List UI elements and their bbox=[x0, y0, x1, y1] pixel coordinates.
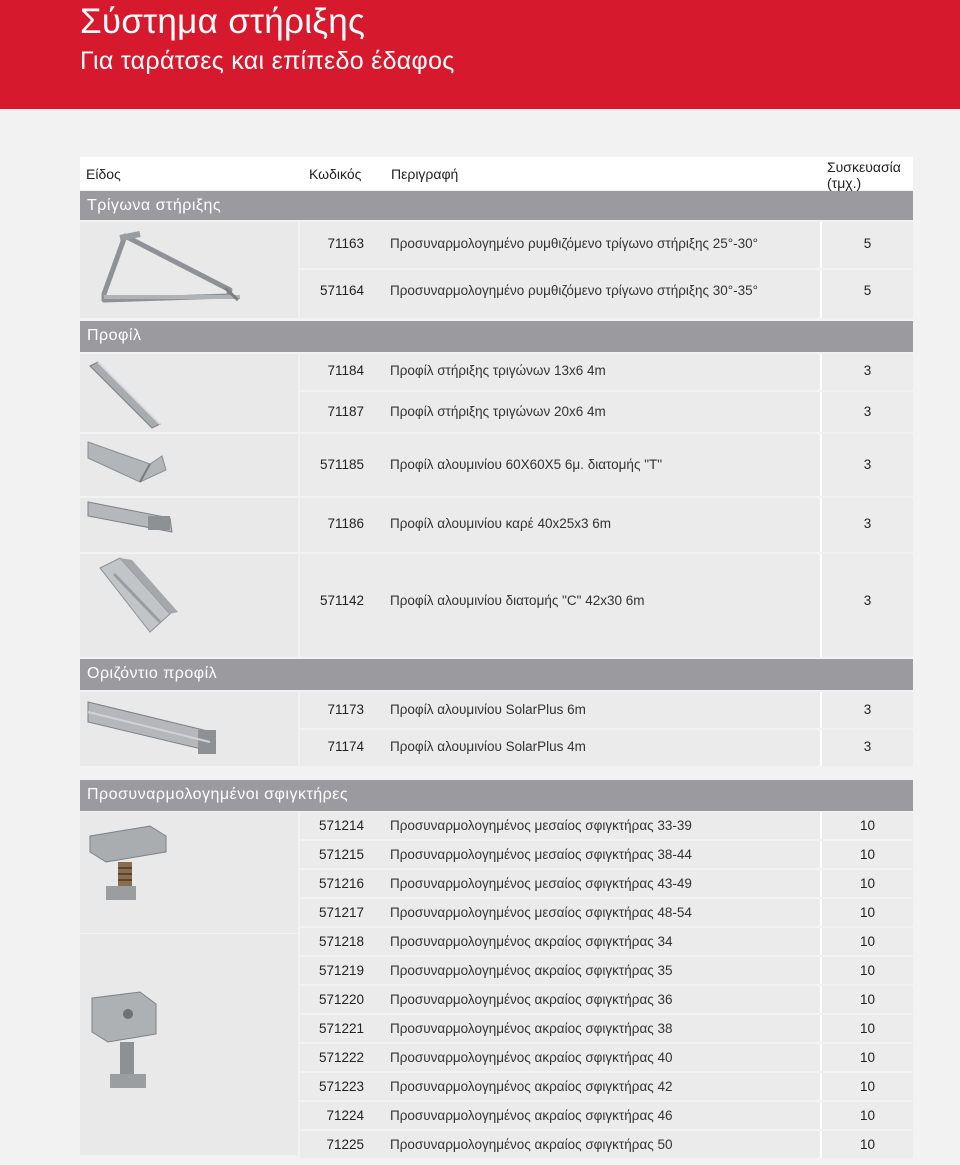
table-header bbox=[80, 157, 913, 190]
section-triangles bbox=[80, 191, 913, 220]
product-description: Προσυναρμολογημένος μεσαίος σφιγκτήρας 33-39 bbox=[390, 818, 692, 833]
page-title: Σύστημα στήριξης bbox=[80, 2, 366, 41]
product-image-solarplus-profile bbox=[80, 692, 298, 766]
product-image-c-profile bbox=[80, 554, 298, 657]
product-description: Προφίλ αλουμινίου SolarPlus 4m bbox=[390, 739, 586, 754]
package-quantity: 10 bbox=[859, 1079, 876, 1094]
product-description: Προφίλ στήριξης τριγώνων 13x6 4m bbox=[390, 363, 606, 378]
table-row bbox=[300, 392, 913, 432]
package-quantity: 10 bbox=[859, 992, 876, 1007]
header-package: Συσκευασία bbox=[827, 159, 901, 175]
page-subtitle: Για ταράτσες και επίπεδο έδαφος bbox=[80, 47, 455, 75]
product-code: 71187 bbox=[327, 404, 364, 419]
product-description: Προσυναρμολογημένος μεσαίος σφιγκτήρας 48-54 bbox=[390, 905, 692, 920]
product-code: 571185 bbox=[319, 457, 364, 472]
section-profiles bbox=[80, 321, 913, 352]
product-code: 571218 bbox=[318, 934, 364, 949]
table-row bbox=[300, 434, 913, 496]
table-row bbox=[300, 730, 913, 766]
product-description: Προσυναρμολογημένος μεσαίος σφιγκτήρας 43-49 bbox=[390, 876, 692, 891]
product-description: Προσυναρμολογημένος ακραίος σφιγκτήρας 50 bbox=[390, 1137, 673, 1152]
product-description: Προσυναρμολογημένος ακραίος σφιγκτήρας 38 bbox=[390, 1021, 673, 1036]
product-code: 571220 bbox=[318, 992, 364, 1007]
section-title: Προσυναρμολογημένοι σφιγκτήρες bbox=[87, 786, 349, 803]
table-row bbox=[300, 498, 913, 552]
table-row bbox=[300, 899, 913, 926]
package-quantity: 10 bbox=[859, 876, 876, 891]
package-quantity: 3 bbox=[863, 457, 872, 472]
table-row bbox=[300, 354, 913, 390]
product-description: Προφίλ αλουμινίου SolarPlus 6m bbox=[390, 702, 586, 717]
product-code: 571214 bbox=[318, 818, 364, 833]
package-quantity: 3 bbox=[863, 593, 872, 608]
table-row bbox=[300, 1015, 913, 1042]
header-banner bbox=[0, 0, 960, 109]
product-code: 571142 bbox=[319, 593, 364, 608]
package-quantity: 10 bbox=[859, 934, 876, 949]
product-code: 71174 bbox=[327, 739, 364, 754]
header-type: Είδος bbox=[86, 166, 121, 182]
table-row bbox=[300, 841, 913, 868]
product-description: Προσυναρμολογημένο ρυμθιζόμενο τρίγωνο στήριξης 30°-35° bbox=[390, 283, 759, 298]
package-quantity: 3 bbox=[863, 739, 872, 754]
product-image-t-profile bbox=[80, 434, 298, 496]
product-description: Προσυναρμολογημένος ακραίος σφιγκτήρας 35 bbox=[390, 963, 673, 978]
product-code: 71224 bbox=[326, 1108, 364, 1123]
product-description: Προσυναρμολογημένος ακραίος σφιγκτήρας 46 bbox=[390, 1108, 673, 1123]
table-row bbox=[300, 986, 913, 1013]
product-code: 71186 bbox=[327, 516, 364, 531]
table-row bbox=[300, 692, 913, 728]
section-clamps bbox=[80, 780, 913, 811]
table-row bbox=[300, 1102, 913, 1129]
product-image-end-clamp bbox=[80, 934, 298, 1155]
section-title: Τρίγωνα στήριξης bbox=[87, 197, 222, 214]
package-quantity: 5 bbox=[863, 283, 872, 298]
section-title: Οριζόντιο προφίλ bbox=[87, 665, 218, 682]
product-code: 571217 bbox=[318, 905, 364, 920]
table-row bbox=[300, 554, 913, 657]
package-quantity: 10 bbox=[859, 1137, 876, 1152]
package-quantity: 3 bbox=[863, 702, 872, 717]
product-description: Προσυναρμολογημένος ακραίος σφιγκτήρας 40 bbox=[390, 1050, 673, 1065]
package-quantity: 3 bbox=[863, 404, 872, 419]
table-row bbox=[300, 957, 913, 984]
table-row bbox=[300, 1073, 913, 1100]
product-code: 571221 bbox=[318, 1021, 364, 1036]
package-quantity: 10 bbox=[859, 1108, 876, 1123]
product-image-rect-profile bbox=[80, 498, 298, 552]
table-row bbox=[300, 270, 913, 318]
package-quantity: 3 bbox=[863, 516, 872, 531]
package-quantity: 10 bbox=[859, 1050, 876, 1065]
header-package-unit: (τμχ.) bbox=[827, 175, 862, 191]
product-description: Προσυναρμολογημένο ρυμθιζόμενο τρίγωνο στήριξης 25°-30° bbox=[390, 236, 759, 251]
package-quantity: 10 bbox=[859, 963, 876, 978]
package-quantity: 5 bbox=[863, 236, 872, 251]
product-code: 71163 bbox=[327, 236, 364, 251]
header-description: Περιγραφή bbox=[391, 166, 459, 182]
product-description: Προσυναρμολογημένος ακραίος σφιγκτήρας 36 bbox=[390, 992, 673, 1007]
product-description: Προφίλ αλουμινίου διατομής "C" 42x30 6m bbox=[390, 593, 645, 608]
product-code: 571223 bbox=[318, 1079, 364, 1094]
section-title: Προφίλ bbox=[87, 327, 142, 344]
product-description: Προφίλ στήριξης τριγώνων 20x6 4m bbox=[390, 404, 606, 419]
table-row bbox=[300, 812, 913, 839]
product-code: 71173 bbox=[327, 702, 364, 717]
product-code: 71184 bbox=[327, 363, 364, 378]
product-image-middle-clamp bbox=[80, 812, 298, 933]
package-quantity: 10 bbox=[859, 905, 876, 920]
product-code: 571215 bbox=[318, 847, 364, 862]
package-quantity: 3 bbox=[863, 363, 872, 378]
table-row bbox=[300, 870, 913, 897]
section-horizontal-profiles bbox=[80, 659, 913, 690]
product-description: Προφίλ αλουμινίου καρέ 40x25x3 6m bbox=[390, 516, 611, 531]
product-description: Προσυναρμολογημένος μεσαίος σφιγκτήρας 38-44 bbox=[390, 847, 692, 862]
product-description: Προφίλ αλουμινίου 60X60X5 6μ. διατομής "T" bbox=[390, 457, 663, 472]
table-row bbox=[300, 1044, 913, 1071]
product-code: 571222 bbox=[318, 1050, 364, 1065]
product-code: 571164 bbox=[319, 283, 364, 298]
header-code: Κωδικός bbox=[309, 166, 362, 182]
product-code: 571216 bbox=[318, 876, 364, 891]
product-description: Προσυναρμολογημένος ακραίος σφιγκτήρας 42 bbox=[390, 1079, 673, 1094]
product-description: Προσυναρμολογημένος ακραίος σφιγκτήρας 34 bbox=[390, 934, 673, 949]
product-image-triangle bbox=[80, 222, 298, 318]
product-code: 571219 bbox=[318, 963, 364, 978]
package-quantity: 10 bbox=[859, 1021, 876, 1036]
package-quantity: 10 bbox=[859, 818, 876, 833]
product-code: 71225 bbox=[326, 1137, 364, 1152]
table-row bbox=[300, 222, 913, 268]
table-row bbox=[300, 928, 913, 955]
package-quantity: 10 bbox=[859, 847, 876, 862]
product-image-flat-profile bbox=[80, 354, 298, 432]
table-row bbox=[300, 1131, 913, 1158]
